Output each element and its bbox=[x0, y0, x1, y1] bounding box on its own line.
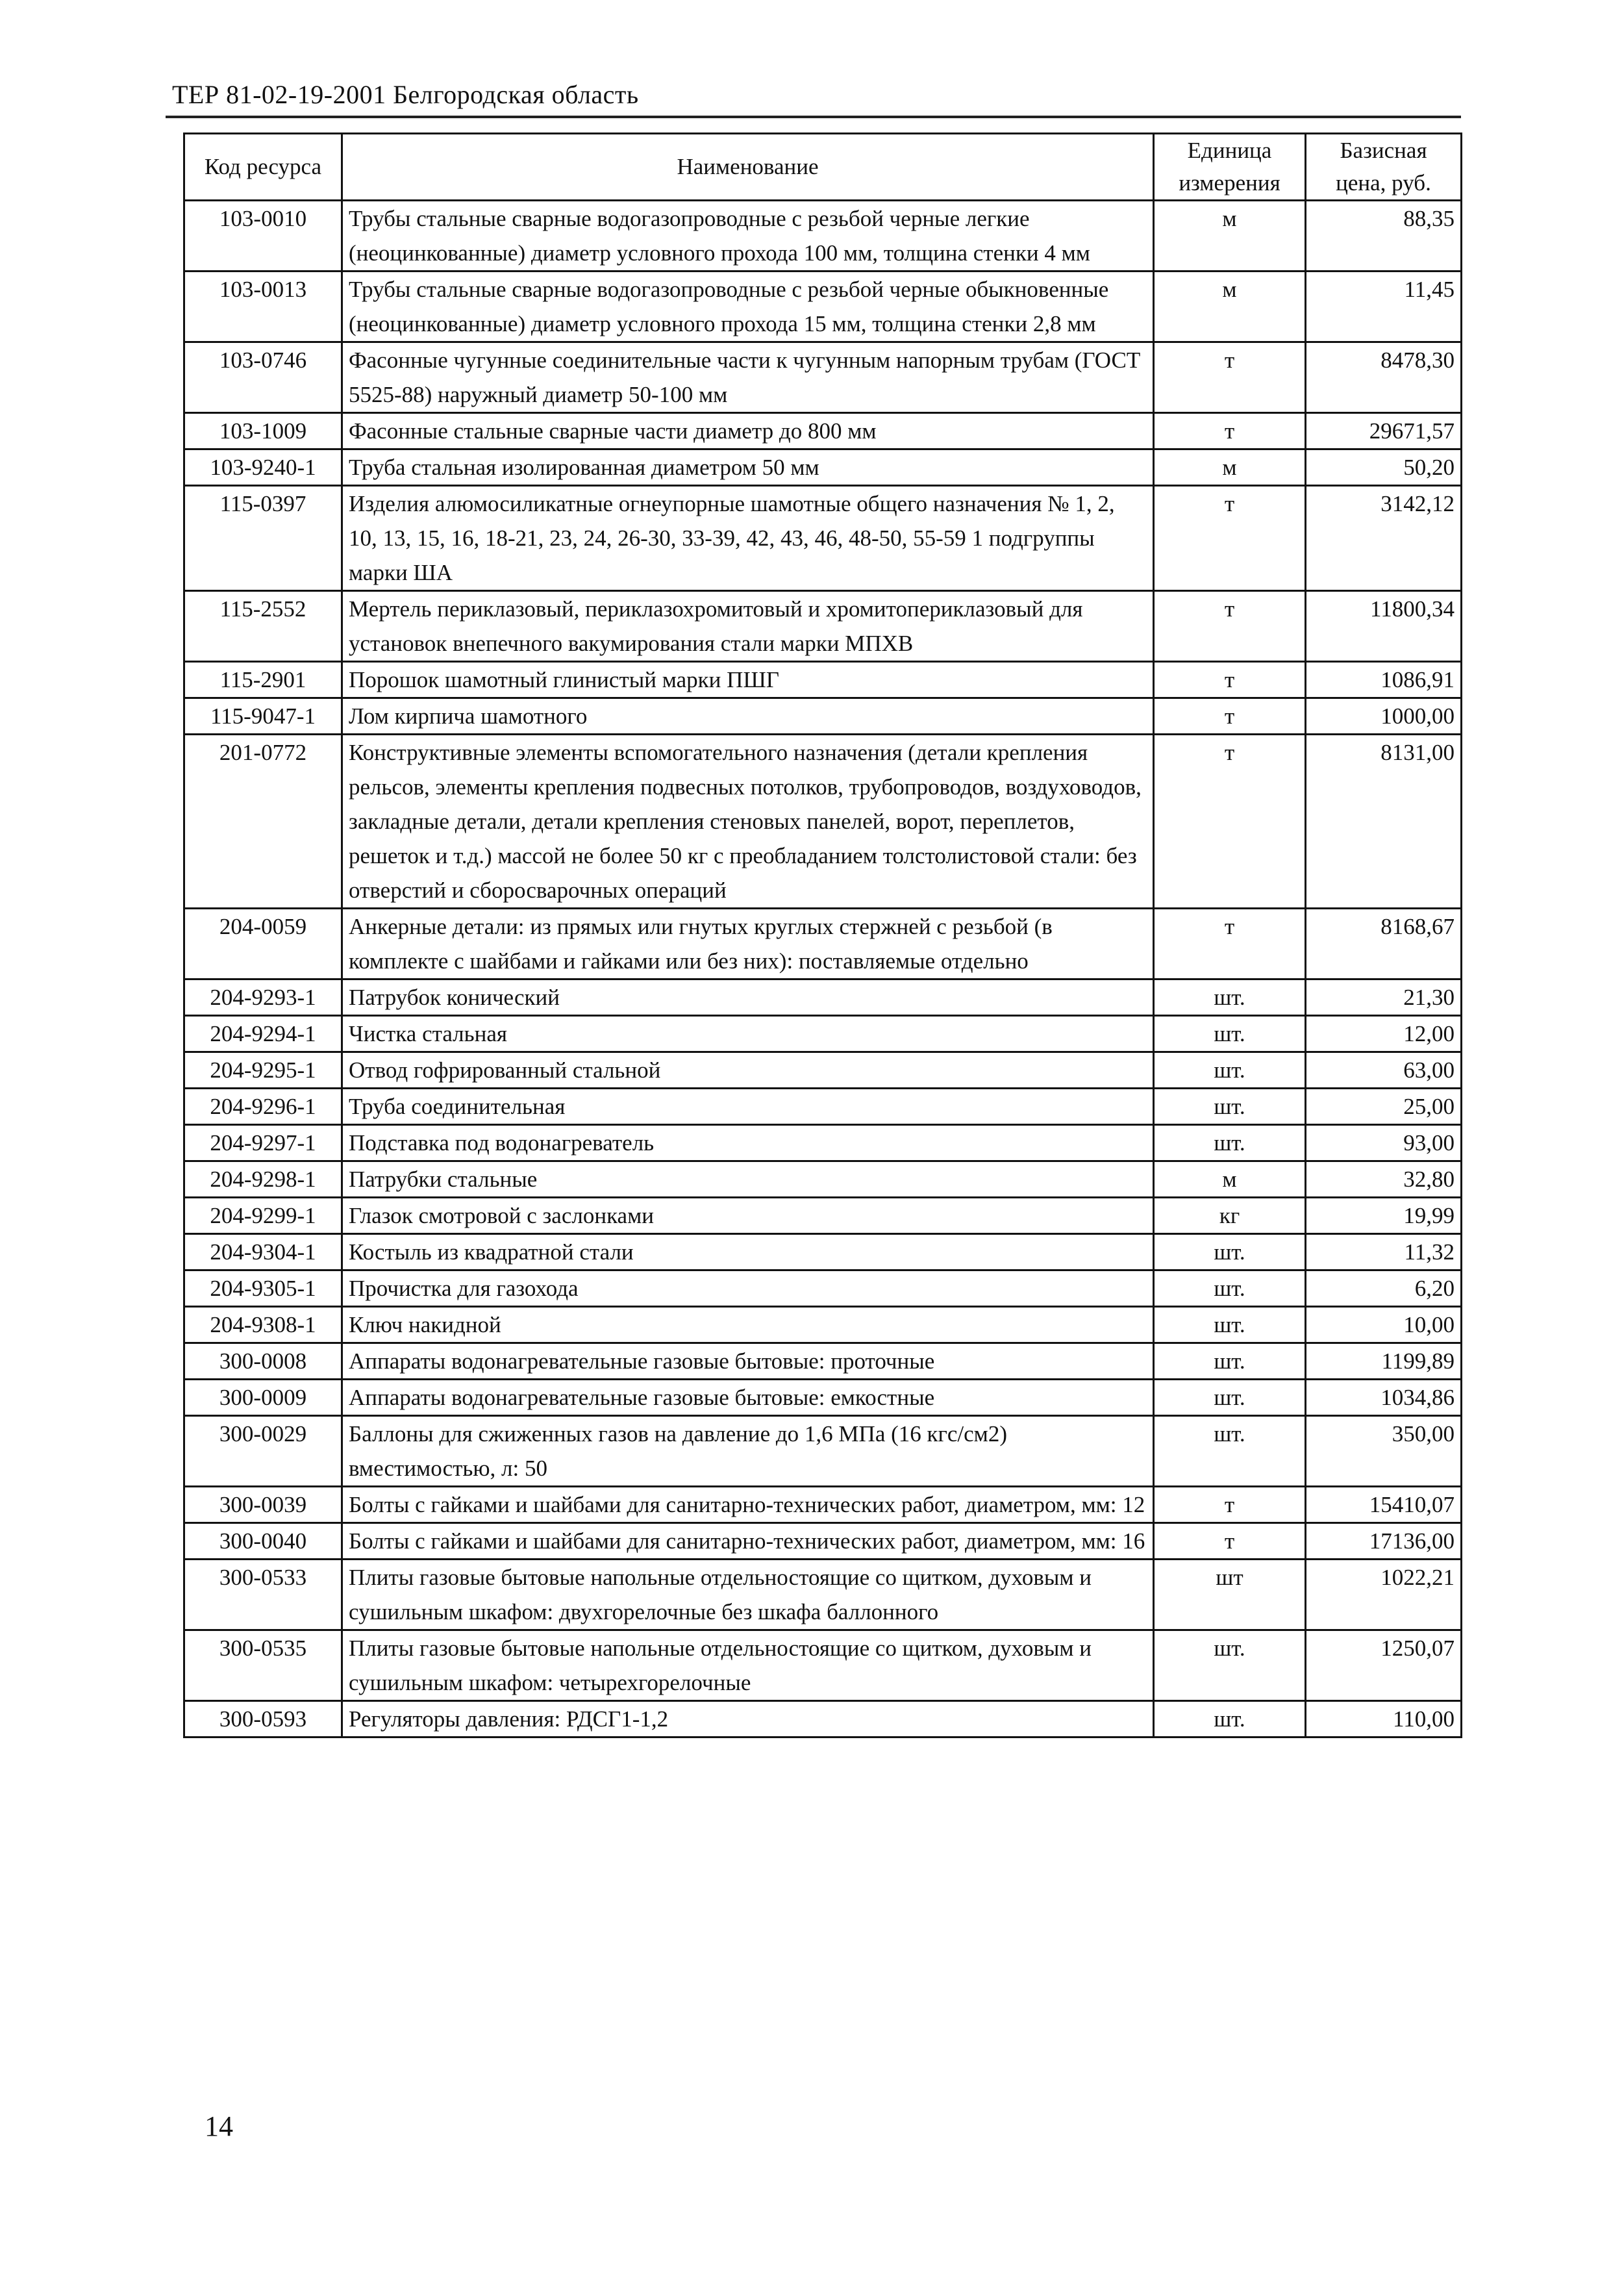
cell-name: Аппараты водонагревательные газовые бытовые: проточные bbox=[342, 1343, 1154, 1380]
table-row bbox=[184, 486, 1462, 591]
cell-unit: кг bbox=[1154, 1198, 1306, 1234]
table-row bbox=[184, 979, 1462, 1016]
cell-unit: шт. bbox=[1154, 1089, 1306, 1125]
column-header-name: Наименование bbox=[342, 134, 1154, 201]
cell-code: 201-0772 bbox=[184, 735, 342, 909]
cell-unit: м bbox=[1154, 201, 1306, 272]
column-header-price-line1: Базисная bbox=[1340, 138, 1427, 163]
cell-name: Труба соединительная bbox=[342, 1089, 1154, 1125]
cell-name: Костыль из квадратной стали bbox=[342, 1234, 1154, 1270]
table-row bbox=[184, 1416, 1462, 1487]
cell-code: 103-0746 bbox=[184, 342, 342, 413]
cell-code: 204-9293-1 bbox=[184, 979, 342, 1016]
cell-price: 1250,07 bbox=[1306, 1630, 1462, 1701]
cell-unit: шт. bbox=[1154, 1343, 1306, 1380]
table-row bbox=[184, 1270, 1462, 1307]
cell-price: 11800,34 bbox=[1306, 591, 1462, 662]
column-header-unit-line2: измерения bbox=[1179, 170, 1280, 196]
cell-unit: т bbox=[1154, 698, 1306, 735]
table-row bbox=[184, 698, 1462, 735]
cell-code: 300-0535 bbox=[184, 1630, 342, 1701]
cell-unit: т bbox=[1154, 591, 1306, 662]
header-rule bbox=[166, 116, 1461, 118]
cell-code: 204-9294-1 bbox=[184, 1016, 342, 1052]
cell-price: 10,00 bbox=[1306, 1307, 1462, 1343]
cell-unit: м bbox=[1154, 449, 1306, 486]
table-row bbox=[184, 1560, 1462, 1630]
cell-price: 15410,07 bbox=[1306, 1487, 1462, 1523]
cell-price: 29671,57 bbox=[1306, 413, 1462, 449]
cell-unit: т bbox=[1154, 909, 1306, 979]
cell-price: 8478,30 bbox=[1306, 342, 1462, 413]
table-row bbox=[184, 1487, 1462, 1523]
column-header-price-line2: цена, руб. bbox=[1336, 170, 1431, 196]
cell-code: 115-0397 bbox=[184, 486, 342, 591]
cell-price: 8168,67 bbox=[1306, 909, 1462, 979]
cell-name: Прочистка для газохода bbox=[342, 1270, 1154, 1307]
cell-unit: т bbox=[1154, 413, 1306, 449]
cell-unit: шт. bbox=[1154, 1380, 1306, 1416]
cell-price: 50,20 bbox=[1306, 449, 1462, 486]
cell-unit: шт. bbox=[1154, 1234, 1306, 1270]
cell-price: 21,30 bbox=[1306, 979, 1462, 1016]
cell-price: 11,45 bbox=[1306, 272, 1462, 342]
cell-unit: т bbox=[1154, 1487, 1306, 1523]
table-row bbox=[184, 1523, 1462, 1560]
table-row bbox=[184, 1161, 1462, 1198]
table-row bbox=[184, 662, 1462, 698]
cell-unit: т bbox=[1154, 486, 1306, 591]
cell-unit: шт. bbox=[1154, 1307, 1306, 1343]
table-row bbox=[184, 1380, 1462, 1416]
cell-code: 204-9297-1 bbox=[184, 1125, 342, 1161]
cell-unit: т bbox=[1154, 342, 1306, 413]
cell-name: Труба стальная изолированная диаметром 50 мм bbox=[342, 449, 1154, 486]
cell-price: 1034,86 bbox=[1306, 1380, 1462, 1416]
cell-name: Изделия алюмосиликатные огнеупорные шамотные общего назначения № 1, 2, 10, 13, 15, 16, 18-21, 23, 24, 26-30, 33-39, 42, 43, 46, 48-50, 55-59 1 подгруппы марки ША bbox=[342, 486, 1154, 591]
table-row bbox=[184, 1016, 1462, 1052]
cell-code: 300-0039 bbox=[184, 1487, 342, 1523]
table-row bbox=[184, 1234, 1462, 1270]
cell-price: 25,00 bbox=[1306, 1089, 1462, 1125]
cell-unit: шт. bbox=[1154, 1125, 1306, 1161]
table-row bbox=[184, 1089, 1462, 1125]
cell-code: 204-0059 bbox=[184, 909, 342, 979]
table-row bbox=[184, 1701, 1462, 1737]
cell-price: 12,00 bbox=[1306, 1016, 1462, 1052]
cell-name: Плиты газовые бытовые напольные отдельностоящие со щитком, духовым и сушильным шкафом: двухгорелочные без шкафа баллонного bbox=[342, 1560, 1154, 1630]
cell-price: 1022,21 bbox=[1306, 1560, 1462, 1630]
table-row bbox=[184, 1125, 1462, 1161]
cell-name: Ключ накидной bbox=[342, 1307, 1154, 1343]
cell-code: 300-0533 bbox=[184, 1560, 342, 1630]
cell-name: Болты с гайками и шайбами для санитарно-технических работ, диаметром, мм: 16 bbox=[342, 1523, 1154, 1560]
cell-unit: т bbox=[1154, 662, 1306, 698]
table-row bbox=[184, 909, 1462, 979]
cell-price: 11,32 bbox=[1306, 1234, 1462, 1270]
table-row bbox=[184, 591, 1462, 662]
table-row bbox=[184, 342, 1462, 413]
cell-unit: шт. bbox=[1154, 1016, 1306, 1052]
cell-code: 300-0029 bbox=[184, 1416, 342, 1487]
cell-code: 115-2901 bbox=[184, 662, 342, 698]
cell-code: 300-0040 bbox=[184, 1523, 342, 1560]
page-number: 14 bbox=[205, 2110, 233, 2142]
cell-code: 204-9295-1 bbox=[184, 1052, 342, 1089]
page-header-title: ТЕР 81-02-19-2001 Белгородская область bbox=[172, 80, 639, 109]
table-row bbox=[184, 1198, 1462, 1234]
column-header-unit-line1: Единица bbox=[1187, 138, 1272, 163]
cell-price: 8131,00 bbox=[1306, 735, 1462, 909]
cell-code: 115-9047-1 bbox=[184, 698, 342, 735]
cell-code: 103-0013 bbox=[184, 272, 342, 342]
cell-name: Анкерные детали: из прямых или гнутых круглых стержней с резьбой (в комплекте с шайбами и гайками или без них): поставляемые отдельно bbox=[342, 909, 1154, 979]
table-row bbox=[184, 1052, 1462, 1089]
table-row bbox=[184, 201, 1462, 272]
cell-unit: м bbox=[1154, 272, 1306, 342]
cell-name: Патрубки стальные bbox=[342, 1161, 1154, 1198]
cell-name: Патрубок конический bbox=[342, 979, 1154, 1016]
cell-unit: м bbox=[1154, 1161, 1306, 1198]
cell-price: 63,00 bbox=[1306, 1052, 1462, 1089]
cell-code: 103-9240-1 bbox=[184, 449, 342, 486]
cell-code: 204-9298-1 bbox=[184, 1161, 342, 1198]
cell-price: 32,80 bbox=[1306, 1161, 1462, 1198]
cell-code: 204-9308-1 bbox=[184, 1307, 342, 1343]
cell-unit: шт bbox=[1154, 1560, 1306, 1630]
cell-name: Мертель периклазовый, периклазохромитовый и хромитопериклазовый для установок внепечного вакумирования стали марки МПХВ bbox=[342, 591, 1154, 662]
cell-name: Фасонные чугунные соединительные части к чугунным напорным трубам (ГОСТ 5525-88) наружный диаметр 50-100 мм bbox=[342, 342, 1154, 413]
cell-code: 204-9304-1 bbox=[184, 1234, 342, 1270]
cell-name: Болты с гайками и шайбами для санитарно-технических работ, диаметром, мм: 12 bbox=[342, 1487, 1154, 1523]
table-row bbox=[184, 1307, 1462, 1343]
cell-price: 110,00 bbox=[1306, 1701, 1462, 1737]
cell-price: 1199,89 bbox=[1306, 1343, 1462, 1380]
cell-name: Подставка под водонагреватель bbox=[342, 1125, 1154, 1161]
cell-code: 300-0009 bbox=[184, 1380, 342, 1416]
cell-name: Регуляторы давления: РДСГ1-1,2 bbox=[342, 1701, 1154, 1737]
table-row bbox=[184, 735, 1462, 909]
cell-name: Глазок смотровой с заслонками bbox=[342, 1198, 1154, 1234]
table-row bbox=[184, 1343, 1462, 1380]
table-row bbox=[184, 1630, 1462, 1701]
cell-code: 204-9305-1 bbox=[184, 1270, 342, 1307]
cell-name: Отвод гофрированный стальной bbox=[342, 1052, 1154, 1089]
cell-unit: шт. bbox=[1154, 1416, 1306, 1487]
cell-code: 103-0010 bbox=[184, 201, 342, 272]
cell-name: Фасонные стальные сварные части диаметр до 800 мм bbox=[342, 413, 1154, 449]
table-row bbox=[184, 272, 1462, 342]
cell-price: 93,00 bbox=[1306, 1125, 1462, 1161]
cell-name: Плиты газовые бытовые напольные отдельностоящие со щитком, духовым и сушильным шкафом: четырехгорелочные bbox=[342, 1630, 1154, 1701]
cell-price: 1000,00 bbox=[1306, 698, 1462, 735]
cell-price: 6,20 bbox=[1306, 1270, 1462, 1307]
cell-code: 204-9299-1 bbox=[184, 1198, 342, 1234]
cell-code: 300-0008 bbox=[184, 1343, 342, 1380]
table-row bbox=[184, 449, 1462, 486]
cell-name: Трубы стальные сварные водогазопроводные с резьбой черные легкие (неоцинкованные) диаметр условного прохода 100 мм, толщина стенки 4 мм bbox=[342, 201, 1154, 272]
cell-price: 350,00 bbox=[1306, 1416, 1462, 1487]
resource-price-table bbox=[183, 133, 1462, 1738]
column-header-code: Код ресурса bbox=[184, 134, 342, 201]
column-header-unit bbox=[1154, 134, 1306, 201]
cell-name: Чистка стальная bbox=[342, 1016, 1154, 1052]
cell-price: 19,99 bbox=[1306, 1198, 1462, 1234]
cell-code: 103-1009 bbox=[184, 413, 342, 449]
cell-name: Лом кирпича шамотного bbox=[342, 698, 1154, 735]
cell-name: Трубы стальные сварные водогазопроводные с резьбой черные обыкновенные (неоцинкованные) диаметр условного прохода 15 мм, толщина стенки 2,8 мм bbox=[342, 272, 1154, 342]
cell-price: 88,35 bbox=[1306, 201, 1462, 272]
cell-unit: т bbox=[1154, 1523, 1306, 1560]
cell-unit: т bbox=[1154, 735, 1306, 909]
cell-code: 300-0593 bbox=[184, 1701, 342, 1737]
cell-price: 3142,12 bbox=[1306, 486, 1462, 591]
cell-code: 204-9296-1 bbox=[184, 1089, 342, 1125]
cell-name: Конструктивные элементы вспомогательного назначения (детали крепления рельсов, элементы крепления подвесных потолков, трубопроводов, воздуховодов, закладные детали, детали крепления стеновых панелей, ворот, переплетов, решеток и т.д.) массой не более 50 кг с преобладанием толстолистовой стали: без отверстий и сборосварочных операций bbox=[342, 735, 1154, 909]
cell-name: Аппараты водонагревательные газовые бытовые: емкостные bbox=[342, 1380, 1154, 1416]
cell-name: Порошок шамотный глинистый марки ПШГ bbox=[342, 662, 1154, 698]
cell-name: Баллоны для сжиженных газов на давление до 1,6 МПа (16 кгс/см2) вместимостью, л: 50 bbox=[342, 1416, 1154, 1487]
cell-unit: шт. bbox=[1154, 1270, 1306, 1307]
table-header-row bbox=[184, 134, 1462, 201]
cell-price: 17136,00 bbox=[1306, 1523, 1462, 1560]
cell-price: 1086,91 bbox=[1306, 662, 1462, 698]
cell-unit: шт. bbox=[1154, 1630, 1306, 1701]
cell-code: 115-2552 bbox=[184, 591, 342, 662]
table-row bbox=[184, 413, 1462, 449]
cell-unit: шт. bbox=[1154, 979, 1306, 1016]
cell-unit: шт. bbox=[1154, 1701, 1306, 1737]
column-header-price bbox=[1306, 134, 1462, 201]
cell-unit: шт. bbox=[1154, 1052, 1306, 1089]
